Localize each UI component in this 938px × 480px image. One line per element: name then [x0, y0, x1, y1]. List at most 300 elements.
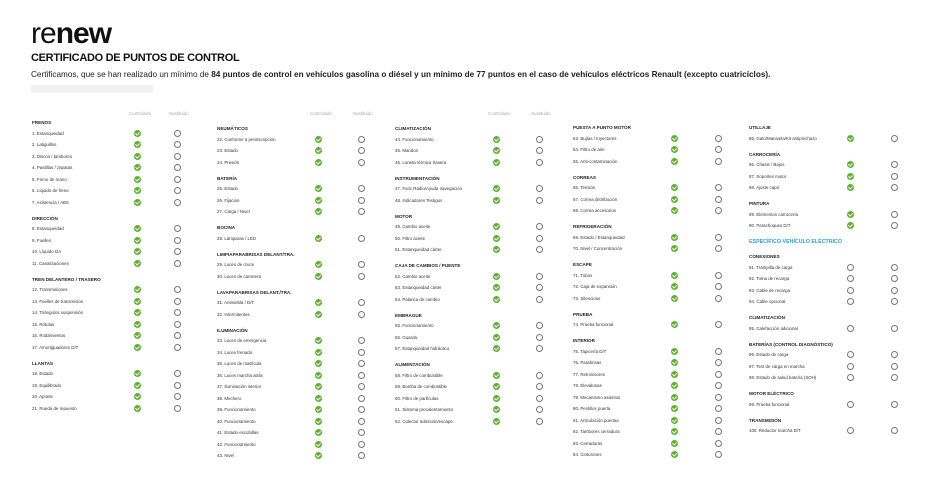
controlled-check-icon	[847, 211, 854, 218]
controlled-check-icon	[493, 136, 500, 143]
checklist-row	[749, 325, 909, 334]
checklist-item-label: 61. Sistema precalentamiento	[395, 407, 454, 413]
controlled-check-icon	[315, 337, 322, 344]
intro-text	[31, 70, 770, 79]
checklist-item-label: 62. Colector admisión/escape	[395, 418, 453, 424]
checklist-row	[573, 359, 733, 368]
substituted-empty-circle-icon	[536, 159, 543, 166]
checklist-item-label: 32. Intermitentes	[217, 311, 250, 317]
controlled-empty-circle-icon	[847, 374, 854, 381]
substituted-empty-circle-icon	[358, 273, 365, 280]
checklist-row	[573, 295, 733, 304]
checklist-item-label: 99. Prueba funcional	[749, 401, 790, 407]
controlled-check-icon	[134, 298, 141, 305]
checklist-row	[395, 296, 555, 305]
checklist-item-label: 5. Freno de mano	[32, 176, 67, 182]
section-title: PRUEBA	[573, 311, 593, 317]
checklist-row	[217, 136, 377, 145]
checklist-row	[32, 286, 192, 295]
substituted-empty-circle-icon	[715, 440, 722, 447]
checklist-item-label: 54. Palanca de cambio	[395, 296, 440, 302]
checklist-row	[573, 405, 733, 414]
checklist-item-label: 21. Rueda de repuesto	[32, 405, 77, 411]
checklist-item-label: 91. Trampilla de carga	[749, 264, 793, 270]
substituted-empty-circle-icon	[358, 208, 365, 215]
checklist-item-label: 29. Luces de cruce	[217, 262, 255, 268]
controlled-check-icon	[315, 452, 322, 459]
checklist-item-label: 17. Amortiguadores D/T	[32, 344, 79, 350]
substituted-empty-circle-icon	[891, 427, 898, 434]
checklist-item-label: 8. Estanqueidad	[32, 226, 64, 232]
checklist-item-label: 24. Presión	[217, 159, 240, 165]
substituted-empty-circle-icon	[358, 261, 365, 268]
checklist-row	[573, 135, 733, 144]
controlled-check-icon	[134, 225, 141, 232]
substituted-empty-circle-icon	[891, 135, 898, 142]
substituted-empty-circle-icon	[536, 147, 543, 154]
checklist-item-label: 86. Chasis / Bajos	[749, 162, 785, 168]
checklist-row	[573, 234, 733, 243]
substituted-empty-circle-icon	[358, 429, 365, 436]
section-title: CARROCERÍA	[749, 151, 781, 157]
controlled-check-icon	[671, 158, 678, 165]
checklist-item-label: 13. Fuelles de transmisión	[32, 298, 84, 304]
section-title: LLANTAS	[32, 360, 54, 366]
checklist-item-label: 3. Discos / tambores	[32, 153, 73, 159]
checklist-row	[749, 363, 909, 372]
checklist-row	[217, 372, 377, 381]
substituted-empty-circle-icon	[174, 153, 181, 160]
controlled-check-icon	[134, 248, 141, 255]
section-title: MOTOR ELÉCTRICO	[749, 391, 794, 396]
substituted-empty-circle-icon	[358, 372, 365, 379]
substituted-empty-circle-icon	[715, 295, 722, 302]
checklist-item-label: 49. Cambio aceite	[395, 224, 431, 230]
controlled-check-icon	[847, 161, 854, 168]
checklist-row	[32, 248, 192, 257]
section-title: INTERIOR	[573, 338, 595, 343]
checklist-row	[32, 153, 192, 162]
checklist-row	[749, 161, 909, 170]
controlled-check-icon	[671, 440, 678, 447]
checklist-row	[395, 273, 555, 282]
checklist-item-label: 57. Estanqueidad hidráulico	[395, 346, 450, 352]
substituted-empty-circle-icon	[536, 223, 543, 230]
checklist-row	[573, 207, 733, 216]
checklist-item-label: 92. Toma de recarga	[749, 276, 790, 282]
controlled-check-icon	[493, 159, 500, 166]
checklist-item-label: 95. Calefacción adicional	[749, 325, 798, 331]
checklist-item-label: 4. Pastillas / zapatas	[32, 165, 73, 171]
checklist-item-label: 7. Asistencia / ABS	[32, 199, 69, 205]
substituted-empty-circle-icon	[891, 161, 898, 168]
checklist-row	[749, 135, 909, 144]
substituted-empty-circle-icon	[891, 401, 898, 408]
substituted-empty-circle-icon	[358, 395, 365, 402]
controlled-check-icon	[671, 417, 678, 424]
checklist-row	[217, 273, 377, 282]
checklist-row	[749, 264, 909, 273]
checklist-item-label: 67. Correa distribución	[573, 196, 618, 202]
controlled-check-icon	[493, 185, 500, 192]
section-title: ESCAPE	[573, 262, 592, 267]
substituted-empty-circle-icon	[358, 452, 365, 459]
checklist-row	[573, 272, 733, 281]
checklist-row	[749, 222, 909, 231]
checklist-item-label: 55. Funcionamiento	[395, 323, 434, 329]
checklist-item-label: 73. Silencioso	[573, 295, 601, 301]
controlled-check-icon	[315, 159, 322, 166]
controlled-check-icon	[493, 246, 500, 253]
controlled-check-icon	[134, 309, 141, 316]
checklist-item-label: 100. Reductor marcha D/T	[749, 428, 801, 434]
controlled-check-icon	[493, 223, 500, 230]
controlled-check-icon	[493, 418, 500, 425]
substituted-empty-circle-icon	[358, 197, 365, 204]
checklist-row	[217, 418, 377, 427]
controlled-check-icon	[493, 383, 500, 390]
substituted-empty-circle-icon	[358, 383, 365, 390]
checklist-row	[217, 452, 377, 461]
section-title: ILUMINACIÓN	[217, 327, 248, 333]
checklist-item-label: 41. Estado escobillas	[217, 430, 259, 436]
checklist-item-label: 39. Funcionamiento	[217, 407, 256, 413]
checklist-row	[217, 383, 377, 392]
checklist-item-label: 77. Retrovisores	[573, 371, 605, 377]
checklist-row	[573, 196, 733, 205]
checklist-item-label: 27. Carga / Nivel	[217, 209, 250, 215]
checklist-item-label: 2. Latiguillos	[32, 142, 57, 148]
substituted-empty-circle-icon	[891, 374, 898, 381]
checklist-row	[395, 345, 555, 354]
controlled-check-icon	[493, 372, 500, 379]
controlled-check-icon	[315, 441, 322, 448]
section-title: ALIMENTACIÓN	[395, 362, 430, 367]
section-title: CLIMATIZACIÓN	[395, 126, 431, 131]
checklist-row	[749, 374, 909, 383]
controlled-check-icon	[493, 406, 500, 413]
substituted-empty-circle-icon	[174, 176, 181, 183]
controlled-check-icon	[134, 130, 141, 137]
checklist-item-label: 85. Gato/Manivela/Kit antipinchazo	[749, 135, 817, 141]
checklist-item-label: 42. Funcionamiento	[217, 441, 256, 447]
controlled-check-icon	[315, 418, 322, 425]
checklist-item-label: 69. Estado / Estanqueidad	[573, 234, 625, 240]
checklist-item-label: 14. Triángulos suspensión	[32, 310, 84, 316]
checklist-item-label: 36. Luces marcha atrás	[217, 372, 263, 378]
substituted-empty-circle-icon	[715, 348, 722, 355]
substituted-empty-circle-icon	[174, 405, 181, 412]
substituted-empty-circle-icon	[715, 234, 722, 241]
col-header-controlled: Controlado	[310, 111, 333, 116]
controlled-check-icon	[134, 153, 141, 160]
checklist-item-label: 12. Transmisiones	[32, 287, 68, 293]
checklist-row	[395, 223, 555, 232]
renew-logo	[31, 19, 111, 49]
substituted-empty-circle-icon	[174, 164, 181, 171]
controlled-check-icon	[134, 393, 141, 400]
substituted-empty-circle-icon	[358, 299, 365, 306]
checklist-row	[573, 184, 733, 193]
substituted-empty-circle-icon	[358, 360, 365, 367]
substituted-empty-circle-icon	[715, 207, 722, 214]
substituted-empty-circle-icon	[891, 173, 898, 180]
checklist-row	[573, 321, 733, 330]
checklist-row	[217, 159, 377, 168]
checklist-row	[32, 260, 192, 269]
blank-field	[31, 85, 153, 93]
checklist-row	[217, 197, 377, 206]
substituted-empty-circle-icon	[536, 235, 543, 242]
controlled-check-icon	[493, 296, 500, 303]
substituted-empty-circle-icon	[536, 185, 543, 192]
checklist-item-label: 58. Filtro de combustible	[395, 372, 443, 378]
checklist-item-label: 90. Parachoques D/T	[749, 223, 791, 229]
controlled-check-icon	[134, 141, 141, 148]
checklist-item-label: 96. Estado de carga	[749, 352, 789, 358]
substituted-empty-circle-icon	[715, 245, 722, 252]
section-title: CONEXIONES	[749, 254, 780, 259]
checklist-row	[573, 158, 733, 167]
controlled-check-icon	[847, 222, 854, 229]
controlled-check-icon	[134, 344, 141, 351]
page-title: CERTIFICADO DE PUNTOS DE CONTROL	[31, 52, 240, 64]
substituted-empty-circle-icon	[358, 159, 365, 166]
checklist-row	[32, 199, 192, 208]
substituted-empty-circle-icon	[536, 322, 543, 329]
checklist-row	[32, 393, 192, 402]
substituted-empty-circle-icon	[891, 351, 898, 358]
controlled-check-icon	[315, 349, 322, 356]
checklist-row	[395, 136, 555, 145]
section-title: TREN DELANTERO / TRASERO	[32, 276, 101, 282]
substituted-empty-circle-icon	[891, 184, 898, 191]
checklist-item-label: 19. Equilibrado	[32, 382, 62, 388]
checklist-row	[749, 351, 909, 360]
controlled-check-icon	[493, 235, 500, 242]
controlled-check-icon	[315, 372, 322, 379]
substituted-empty-circle-icon	[715, 382, 722, 389]
substituted-empty-circle-icon	[715, 321, 722, 328]
substituted-empty-circle-icon	[536, 383, 543, 390]
checklist-row	[395, 418, 555, 427]
checklist-item-label: 37. Iluminación interior	[217, 384, 262, 390]
checklist-item-label: 84. Cinturones	[573, 452, 602, 458]
checklist-row	[217, 349, 377, 358]
controlled-check-icon	[671, 428, 678, 435]
controlled-check-icon	[671, 234, 678, 241]
section-title: LAVAPARABRISAS DELANT./TRA.	[217, 289, 292, 295]
controlled-empty-circle-icon	[847, 401, 854, 408]
checklist-row	[395, 159, 555, 168]
checklist-row	[217, 360, 377, 369]
checklist-row	[395, 185, 555, 194]
section-title: CLIMATIZACIÓN	[749, 315, 785, 320]
checklist-item-label: 47. Func.Radio/Ayuda navegación	[395, 186, 463, 192]
controlled-empty-circle-icon	[847, 325, 854, 332]
controlled-check-icon	[134, 370, 141, 377]
checklist-row	[32, 321, 192, 330]
checklist-item-label: 48. Indicadores Testigos	[395, 197, 443, 203]
substituted-empty-circle-icon	[174, 199, 181, 206]
substituted-empty-circle-icon	[174, 393, 181, 400]
checklist-item-label: 65. Anti-contaminación	[573, 158, 618, 164]
section-title: BOCINA	[217, 225, 236, 230]
checklist-item-label: 20. Apriete	[32, 394, 53, 400]
checklist-row	[395, 372, 555, 381]
checklist-row	[749, 298, 909, 307]
substituted-empty-circle-icon	[174, 141, 181, 148]
substituted-empty-circle-icon	[358, 235, 365, 242]
substituted-empty-circle-icon	[891, 222, 898, 229]
checklist-row	[32, 237, 192, 246]
checklist-item-label: 50. Filtro aceite	[395, 235, 426, 241]
section-title: CAJA DE CAMBIOS / PUENTE	[395, 263, 461, 268]
substituted-empty-circle-icon	[715, 394, 722, 401]
checklist-row	[395, 334, 555, 343]
checklist-row	[749, 211, 909, 220]
checklist-item-label: 79. Mecanismo asientos	[573, 394, 621, 400]
checklist-row	[573, 382, 733, 391]
checklist-item-label: 18. Estado	[32, 371, 53, 377]
checklist-row	[749, 173, 909, 182]
checklist-item-label: 33. Luces de emergencia	[217, 338, 267, 344]
checklist-item-label: 56. Guarda	[395, 334, 417, 340]
checklist-row	[573, 440, 733, 449]
checklist-item-label: 94. Cable opcional	[749, 299, 786, 305]
checklist-item-label: 45. Mandos	[395, 148, 418, 154]
section-title: MOTOR	[395, 213, 413, 219]
checklist-item-label: 98. Estado de salud batería (SOH)	[749, 375, 817, 381]
checklist-item-label: 72. Caja de expansión	[573, 284, 617, 290]
controlled-check-icon	[315, 147, 322, 154]
controlled-empty-circle-icon	[847, 351, 854, 358]
controlled-check-icon	[315, 360, 322, 367]
checklist-item-label: 78. Elevalunas	[573, 383, 602, 389]
checklist-row	[217, 147, 377, 156]
checklist-item-label: 97. Test de carga en marcha	[749, 363, 805, 369]
checklist-item-label: 23. Estado	[217, 148, 238, 154]
checklist-row	[395, 383, 555, 392]
section-title: PUESTA A PUNTO MOTOR	[573, 125, 631, 130]
section-title: BATERÍAS (CONTROL DIAGNÓSTICO)	[749, 341, 833, 347]
substituted-empty-circle-icon	[174, 286, 181, 293]
substituted-empty-circle-icon	[891, 287, 898, 294]
checklist-row	[32, 405, 192, 414]
substituted-empty-circle-icon	[891, 211, 898, 218]
checklist-item-label: 35. Luces de matrícula	[217, 361, 262, 367]
controlled-check-icon	[671, 451, 678, 458]
checklist-row	[217, 311, 377, 320]
checklist-item-label: 74. Prueba funcional	[573, 322, 614, 328]
section-title: PINTURA	[749, 201, 770, 206]
checklist-row	[395, 147, 555, 156]
intro-bold: 84 puntos de control en vehículos gasolina o diésel y un mínimo de 77 puntos en el caso de vehículos eléctricos Renault (excepto cuatricíclos).	[211, 70, 771, 79]
checklist-row	[573, 283, 733, 292]
checklist-row	[217, 235, 377, 244]
col-header-controlled: Controlado	[129, 111, 152, 116]
controlled-check-icon	[134, 260, 141, 267]
substituted-empty-circle-icon	[891, 264, 898, 271]
checklist-item-label: 34. Luces frenado	[217, 349, 253, 355]
checklist-row	[395, 246, 555, 255]
controlled-check-icon	[134, 187, 141, 194]
checklist-item-label: 38. Mechero	[217, 395, 242, 401]
controlled-check-icon	[493, 147, 500, 154]
checklist-item-label: 60. Filtro de partículas	[395, 395, 439, 401]
checklist-row	[32, 344, 192, 353]
logo-part-re: re	[31, 17, 56, 50]
checklist-row	[32, 130, 192, 139]
checklist-row	[217, 441, 377, 450]
controlled-empty-circle-icon	[847, 264, 854, 271]
col-header-substituted: Sustituido	[353, 111, 373, 116]
section-title: REFRIGERACIÓN	[573, 224, 612, 229]
controlled-check-icon	[493, 322, 500, 329]
checklist-row	[32, 187, 192, 196]
checklist-row	[395, 197, 555, 206]
checklist-item-label: 40. Funcionamiento	[217, 418, 256, 424]
substituted-empty-circle-icon	[715, 283, 722, 290]
checklist-item-label: 43. Nivel	[217, 453, 235, 459]
substituted-empty-circle-icon	[358, 441, 365, 448]
substituted-empty-circle-icon	[715, 272, 722, 279]
checklist-item-label: 30. Luces de carretera	[217, 273, 261, 279]
controlled-check-icon	[847, 173, 854, 180]
controlled-check-icon	[847, 135, 854, 142]
substituted-empty-circle-icon	[536, 296, 543, 303]
controlled-check-icon	[315, 311, 322, 318]
controlled-check-icon	[671, 348, 678, 355]
controlled-check-icon	[671, 245, 678, 252]
substituted-empty-circle-icon	[536, 197, 543, 204]
col-header-substituted: Sustituido	[531, 111, 551, 116]
substituted-empty-circle-icon	[174, 370, 181, 377]
checklist-item-label: 82. Tambores cerradura	[573, 429, 620, 435]
checklist-row	[573, 394, 733, 403]
controlled-empty-circle-icon	[847, 298, 854, 305]
substituted-empty-circle-icon	[715, 451, 722, 458]
controlled-check-icon	[315, 136, 322, 143]
controlled-check-icon	[671, 321, 678, 328]
section-title: DIRECCIÓN	[32, 215, 58, 221]
substituted-empty-circle-icon	[715, 158, 722, 165]
substituted-empty-circle-icon	[715, 371, 722, 378]
substituted-empty-circle-icon	[536, 395, 543, 402]
checklist-row	[32, 164, 192, 173]
substituted-empty-circle-icon	[174, 260, 181, 267]
checklist-row	[573, 146, 733, 155]
controlled-check-icon	[315, 383, 322, 390]
substituted-empty-circle-icon	[358, 406, 365, 413]
col-header-substituted: Sustituido	[169, 111, 189, 116]
controlled-check-icon	[315, 261, 322, 268]
controlled-check-icon	[134, 199, 141, 206]
controlled-check-icon	[315, 273, 322, 280]
section-title: FRENOS	[32, 120, 52, 125]
checklist-item-label: 68. Correa accesorios	[573, 208, 616, 214]
section-title: LIMPIAPARABRISAS DELANT/TRA.	[217, 251, 295, 257]
checklist-row	[749, 287, 909, 296]
controlled-check-icon	[847, 184, 854, 191]
checklist-item-label: 25. Estado	[217, 186, 238, 192]
substituted-empty-circle-icon	[358, 337, 365, 344]
checklist-item-label: 80. Pestillos puerta	[573, 406, 611, 412]
substituted-empty-circle-icon	[715, 405, 722, 412]
substituted-empty-circle-icon	[174, 237, 181, 244]
checklist-row	[573, 417, 733, 426]
checklist-item-label: 52. Cambio aceite	[395, 273, 431, 279]
